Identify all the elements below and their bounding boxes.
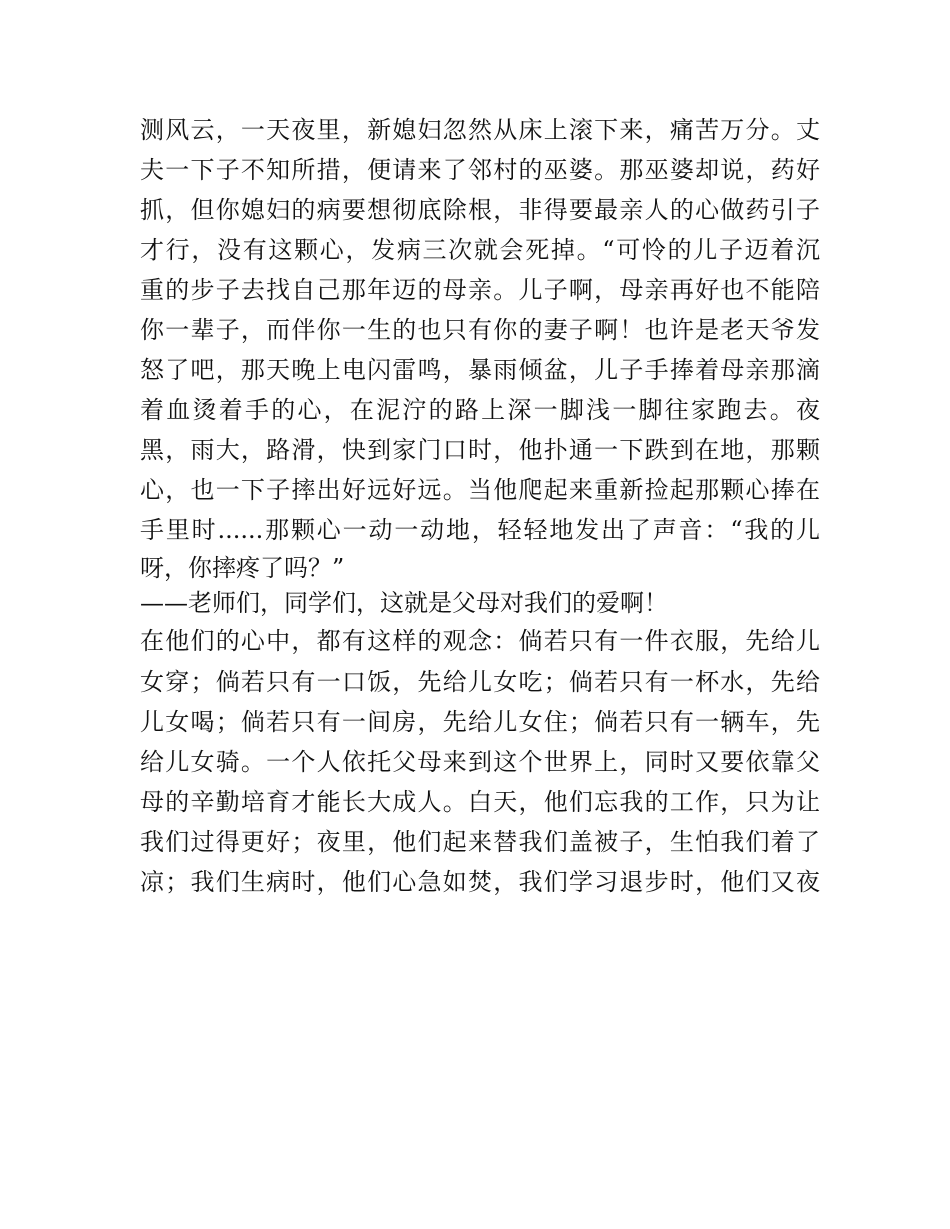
text-line: 重的步子去找自己那年迈的母亲。儿子啊，母亲再好也不能陪 [140, 276, 820, 304]
text-line: 心，也一下子摔出好远好远。当他爬起来重新捡起那颗心捧在 [140, 476, 820, 504]
text-line: 我们过得更好；夜里，他们起来替我们盖被子，生怕我们着了 [140, 828, 820, 856]
text-line: 呀，你摔疼了吗？” [140, 554, 345, 582]
text-line: 女穿；倘若只有一口饭，先给儿女吃；倘若只有一杯水，先给 [140, 668, 820, 696]
text-line: 测风云，一天夜里，新媳妇忽然从床上滚下来，痛苦万分。丈 [140, 116, 820, 144]
text-line: 才行，没有这颗心，发病三次就会死掉。“可怜的儿子迈着沉 [140, 236, 820, 264]
text-line: 夫一下子不知所措，便请来了邻村的巫婆。那巫婆却说，药好 [140, 156, 820, 184]
document-body [140, 110, 820, 902]
text-line: 怒了吧，那天晚上电闪雷鸣，暴雨倾盆，儿子手捧着母亲那滴 [140, 356, 820, 384]
text-line: 你一辈子，而伴你一生的也只有你的妻子啊！也许是老天爷发 [140, 316, 820, 344]
paragraph-parents-love [140, 620, 820, 902]
text-line: 手里时......那颗心一动一动地，轻轻地发出了声音：“我的儿 [140, 516, 820, 544]
paragraph-address: ——老师们，同学们，这就是父母对我们的爱啊！ [140, 589, 668, 617]
text-line: 抓，但你媳妇的病要想彻底除根，非得要最亲人的心做药引子 [140, 196, 820, 224]
text-line: 母的辛勤培育才能长大成人。白天，他们忘我的工作，只为让 [140, 788, 820, 816]
text-line: 着血烫着手的心，在泥泞的路上深一脚浅一脚往家跑去。夜 [140, 396, 820, 424]
text-line: 黑，雨大，路滑，快到家门口时，他扑通一下跌到在地，那颗 [140, 436, 820, 464]
text-line: 儿女喝；倘若只有一间房，先给儿女住；倘若只有一辆车，先 [140, 708, 820, 736]
text-line: 在他们的心中，都有这样的观念：倘若只有一件衣服，先给儿 [140, 627, 820, 655]
text-line: 给儿女骑。一个人依托父母来到这个世界上，同时又要依靠父 [140, 748, 820, 776]
paragraph-story [140, 110, 820, 586]
text-line: 凉；我们生病时，他们心急如焚，我们学习退步时，他们又夜 [140, 868, 820, 896]
